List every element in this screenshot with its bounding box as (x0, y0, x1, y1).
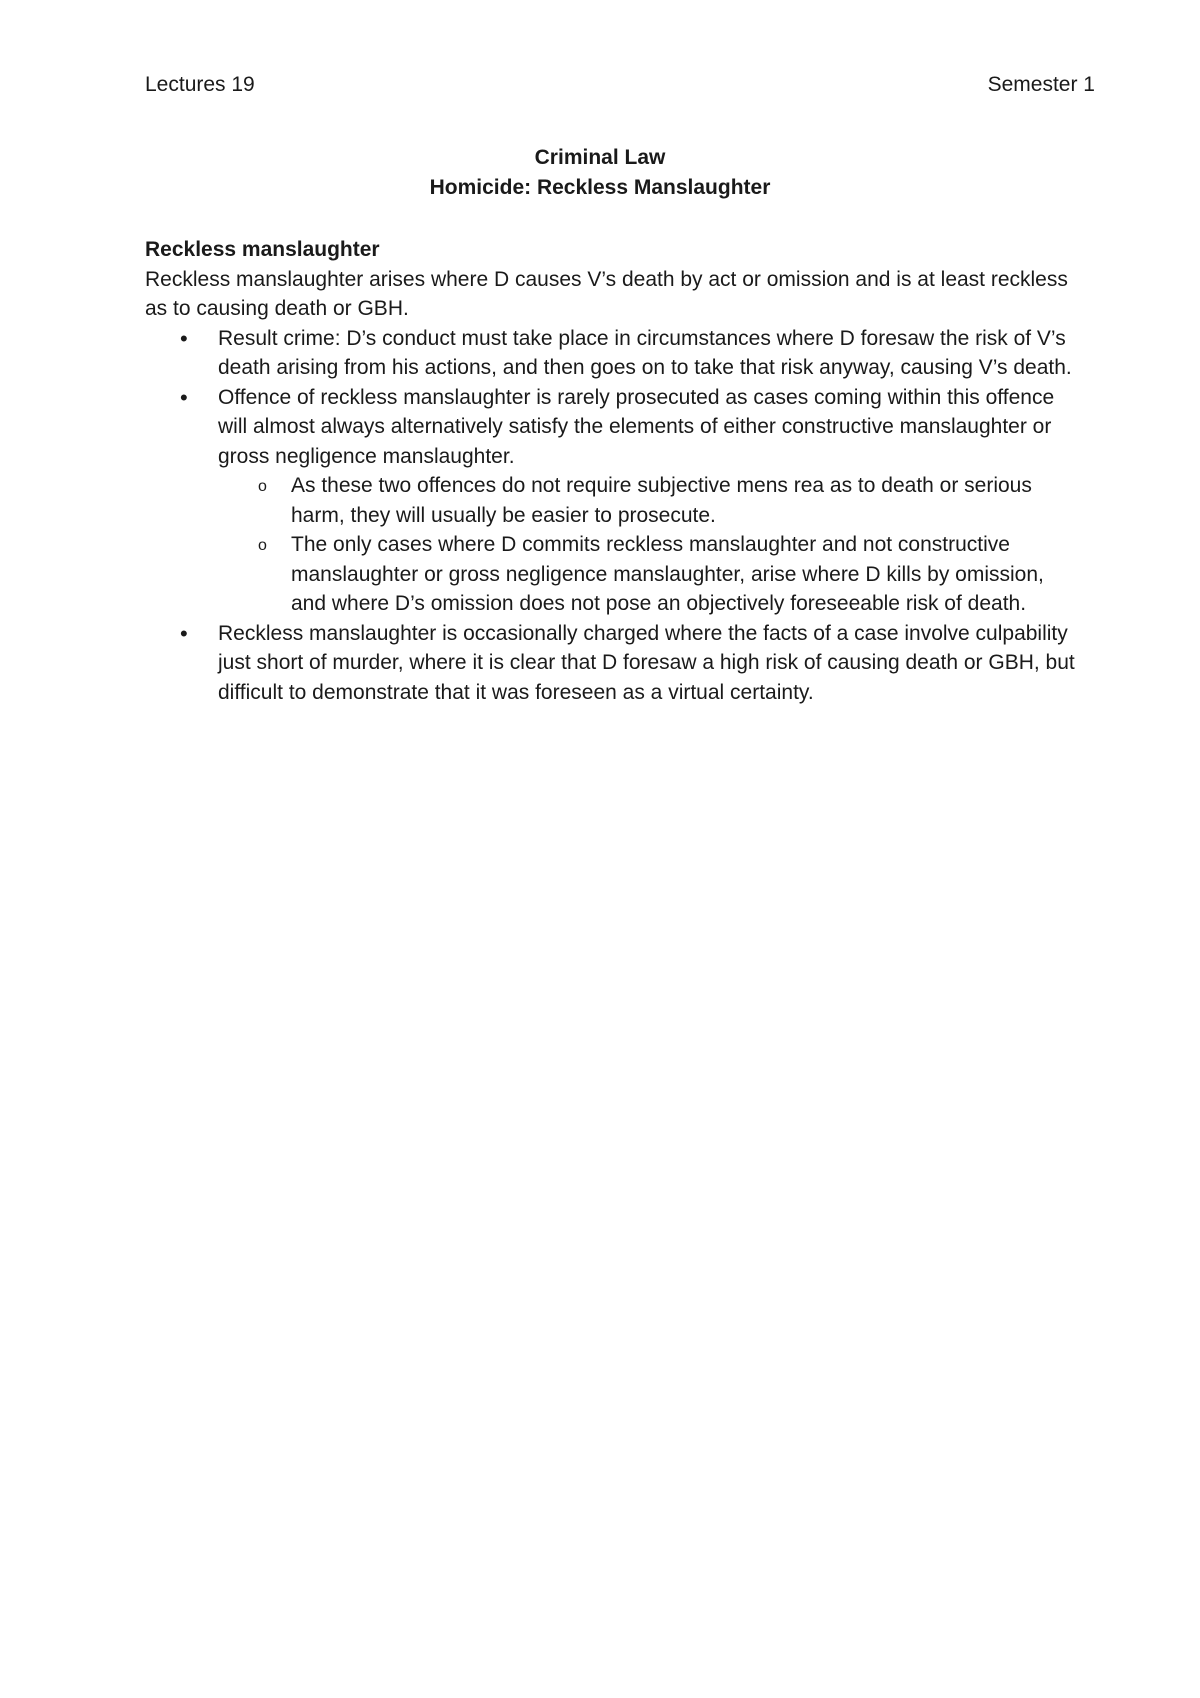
sub-bullet-item (291, 530, 1075, 619)
section-content (145, 235, 1075, 707)
bullet-text: Offence of reckless manslaughter is rarely prosecuted as cases coming within this offence will almost always alternatively satisfy the elements of either constructive manslaughter or gross negligence manslaughter. (218, 385, 1055, 468)
bullet-item (218, 619, 1075, 708)
bullet-item (218, 383, 1075, 619)
bullet-text: Reckless manslaughter is occasionally charged where the facts of a case involve culpability just short of murder, where it is clear that D foresaw a high risk of causing death or GBH, but difficult to demonstrate that it was foreseen as a virtual certainty. (218, 621, 1075, 704)
sub-bullet-text: The only cases where D commits reckless manslaughter and not constructive manslaughter or gross negligence manslaughter, arise where D kills by omission, and where D’s omission does not pose an objectively foreseeable risk of death. (291, 533, 1044, 615)
header-semester-label: Semester 1 (987, 73, 1095, 96)
section-heading: Reckless manslaughter (145, 238, 380, 261)
course-title: Criminal Law (534, 146, 666, 169)
topic-title: Homicide: Reckless Manslaughter (429, 176, 771, 199)
bullet-text: Result crime: D’s conduct must take place in circumstances where D foresaw the risk of V’s death arising from his actions, and then goes on to take that risk anyway, causing V’s death. (218, 326, 1072, 379)
bullet-list (145, 324, 1075, 708)
section-intro: Reckless manslaughter arises where D causes V’s death by act or omission and is at least reckless as to causing death or GBH. (145, 267, 1068, 320)
sub-bullet-text: As these two offences do not require subjective mens rea as to death or serious harm, they will usually be easier to prosecute. (291, 474, 1032, 527)
sub-bullet-item (291, 471, 1075, 530)
bullet-item (218, 324, 1075, 383)
header-lecture-label: Lectures 19 (145, 73, 255, 96)
page-header (145, 70, 1095, 100)
document-titles (145, 143, 1055, 203)
sub-bullet-list (218, 471, 1075, 619)
